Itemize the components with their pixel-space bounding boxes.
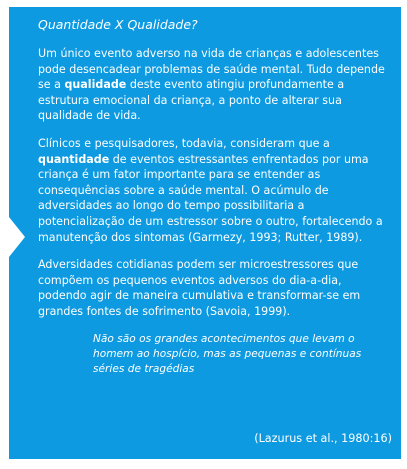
box-title: Quantidade X Qualidade? [38, 17, 198, 32]
paragraph-quantity-text-end: de eventos estressantes enfrentados por uma criança é um fator importante para se entender as consequências sobre a saúde mental. O acúmulo de adversidades ao longo do tempo possibilitaria a potencialização de um estressor sobre o outro, fortalecendo a manutenção dos sintomas (Garmezy, 1993; Rutter, 1989). [38, 152, 383, 244]
paragraph-quality [38, 46, 393, 124]
paragraph-daily-adversities: Adversidades cotidianas podem ser microestressores que compõem os pequenos eventos adversos do dia-a-dia, podendo agir de maneira cumulativa e transformar-se em grandes fontes de sofrimento (Savoia, 1999). [38, 258, 361, 318]
quote: Não são os grandes acontecimentos que levam o homem ao hospício, mas as pequenas e contínuas séries de tragédias [93, 332, 362, 375]
info-box [9, 7, 401, 459]
paragraph-quality-text-start: Um único evento adverso na vida de crianças e adolescentes pode desencadear problemas de saúde mental. Tudo depende se a [38, 47, 385, 92]
citation: (Lazurus et al., 1980:16) [254, 432, 392, 445]
keyword-qualidade: qualidade [64, 78, 127, 92]
keyword-quantidade: quantidade [38, 152, 110, 166]
paragraph-quantity [38, 136, 393, 245]
arrow-notch [9, 217, 25, 257]
paragraph-quality-text-end: deste evento atingiu profundamente a estrutura emocional da criança, a ponto de alterar sua qualidade de vida. [38, 78, 345, 123]
paragraph-quantity-text-start: Clínicos e pesquisadores, todavia, consideram que a [38, 136, 330, 150]
